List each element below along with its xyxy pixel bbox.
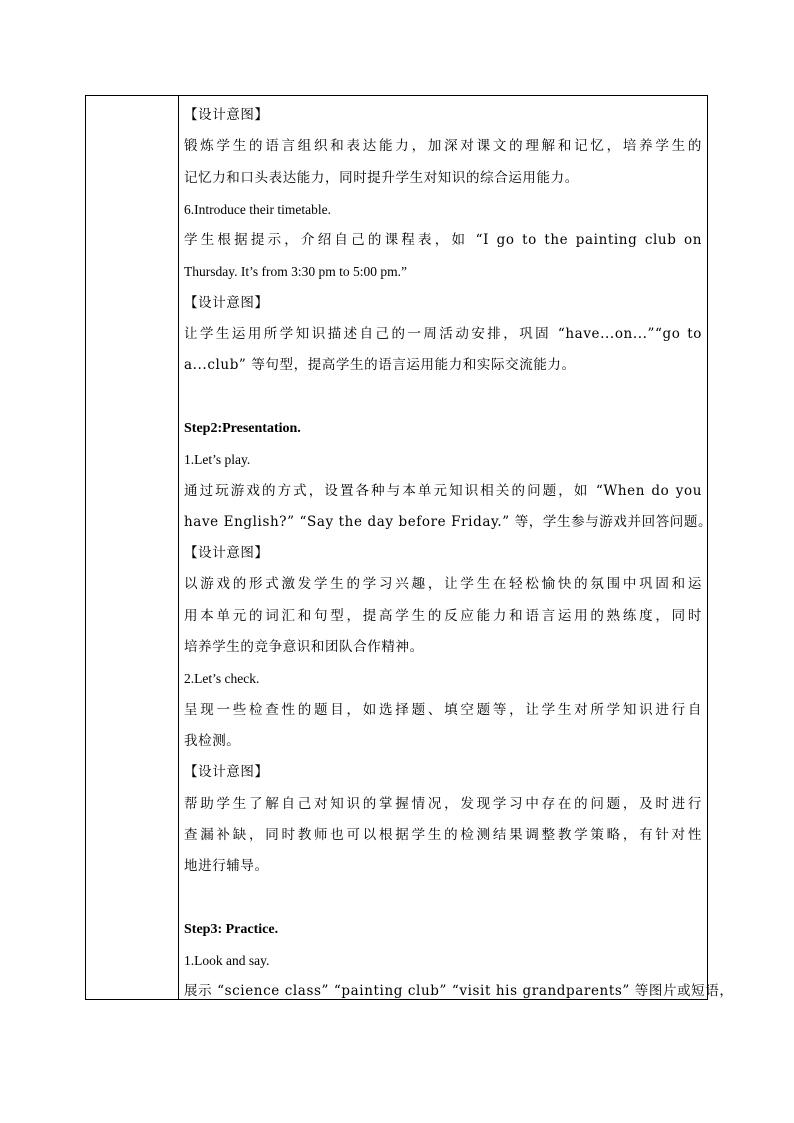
text-line: 展示 “science class” “painting club” “visit his grandparents” 等图片或短语， (184, 983, 734, 1000)
design-intent-heading: 【设计意图】 (184, 294, 269, 311)
step-heading: Step2:Presentation. (184, 420, 301, 436)
text-line: 以游戏的形式激发学生的学习兴趣，让学生在轻松愉快的氛围中巩固和运 (184, 576, 702, 593)
text-line: 2.Let’s check. (184, 671, 260, 687)
column-divider (178, 96, 179, 999)
text-line: 1.Let’s play. (184, 452, 251, 468)
lesson-plan-table (85, 95, 734, 1000)
design-intent-heading: 【设计意图】 (184, 107, 269, 123)
text-line: 6.Introduce their timetable. (184, 201, 331, 217)
blank-line (184, 882, 702, 913)
text-line: 培养学生的竞争意识和团队合作精神。 (184, 639, 424, 656)
design-intent-heading: 【设计意图】 (184, 764, 269, 781)
text-line: 记忆力和口头表达能力，同时提升学生对知识的综合运用能力。 (184, 169, 579, 186)
step-heading: Step3: Practice. (184, 921, 279, 937)
text-line: a...club” 等句型，提高学生的语言运用能力和实际交流能力。 (184, 357, 576, 374)
design-intent-heading: 【设计意图】 (184, 545, 269, 562)
text-line: have English?” “Say the day before Friday.” 等，学生参与游戏并回答问题。 (184, 513, 713, 530)
text-line: 地进行辅导。 (184, 858, 269, 875)
text-line: 让学生运用所学知识描述自己的一周活动安排，巩固 “have...on...”“go to (184, 326, 702, 343)
text-line: 1.Look and say. (184, 953, 270, 969)
text-line: 查漏补缺，同时教师也可以根据学生的检测结果调整教学策略，有针对性 (184, 826, 702, 843)
text-line: Thursday. It’s from 3:30 pm to 5:00 pm.” (184, 264, 407, 280)
text-line: 用本单元的词汇和句型，提高学生的反应能力和语言运用的熟练度，同时 (184, 607, 702, 624)
text-line: 呈现一些检查性的题目，如选择题、填空题等，让学生对所学知识进行自 (184, 701, 702, 718)
text-line: 通过玩游戏的方式，设置各种与本单元知识相关的问题，如 “When do you (184, 482, 702, 499)
content-cell (184, 100, 734, 1008)
text-line: 锻炼学生的语言组织和表达能力，加深对课文的理解和记忆，培养学生的 (184, 138, 702, 155)
blank-line (184, 382, 702, 413)
text-line: 学生根据提示，介绍自己的课程表，如 “I go to the painting club on (184, 232, 702, 249)
text-line: 帮助学生了解自己对知识的掌握情况，发现学习中存在的问题，及时进行 (184, 795, 702, 812)
text-line: 我检测。 (184, 732, 241, 749)
